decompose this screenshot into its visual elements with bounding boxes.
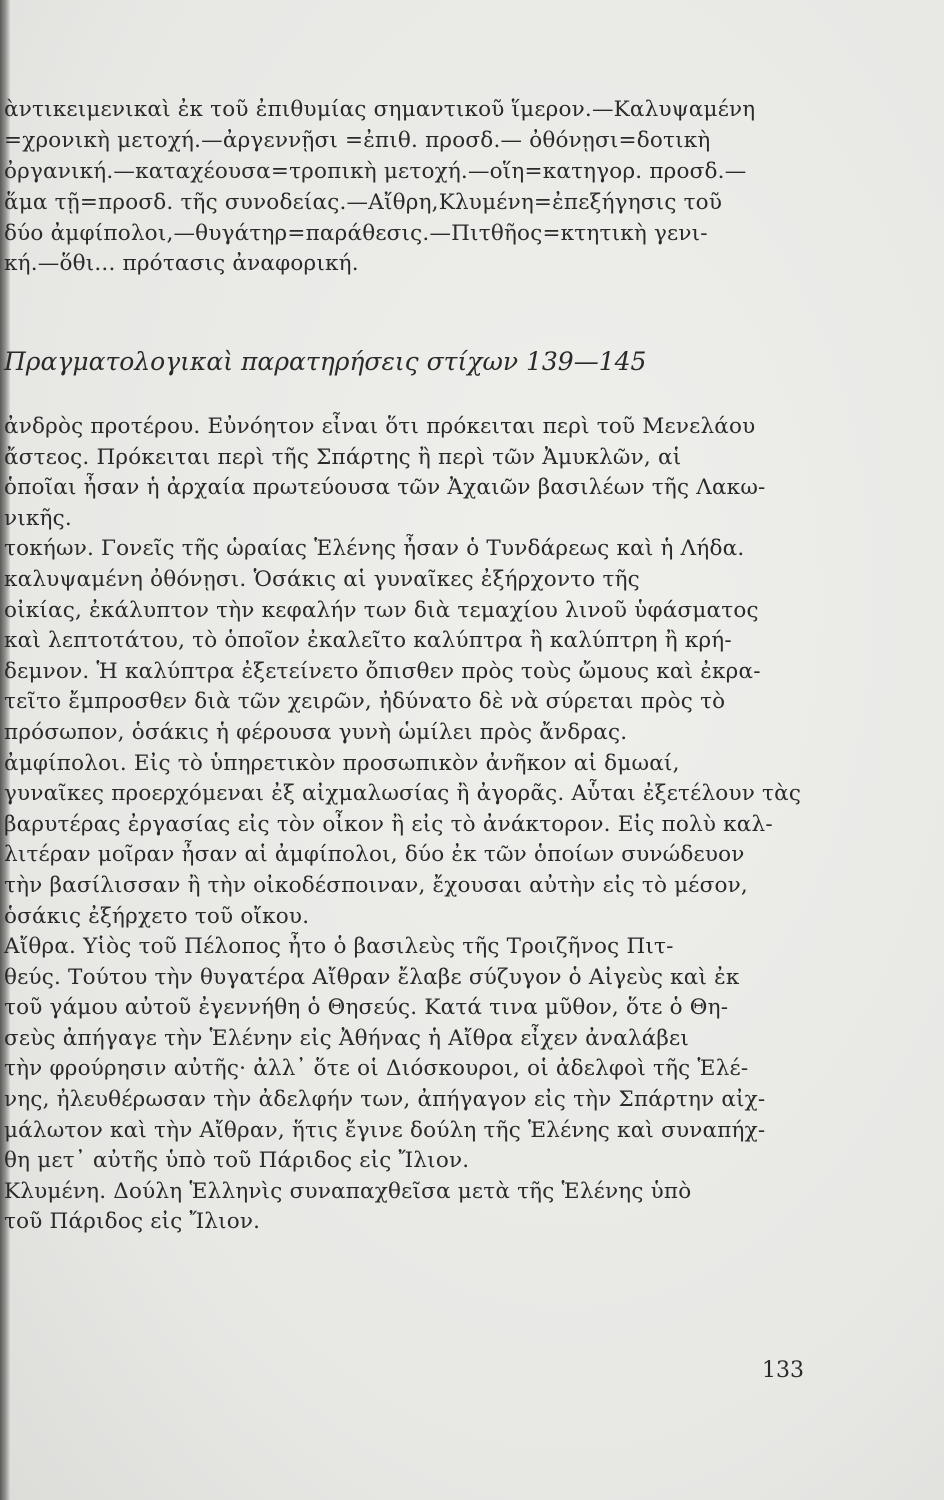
text-line: δύο ἀμφίπολοι,—θυγάτηρ=παράθεσις.—Πιτθῆος=κτητικὴ γενι- [4,220,708,246]
text-line: ὀργανική.—καταχέουσα=τροπικὴ μετοχή.—οἵη=κατηγορ. προσδ.— [4,158,747,184]
grammar-notes [4,95,824,280]
text-line: ἀνδρὸς προτέρου. Εὐνόητον εἶναι ὅτι πρόκειται περὶ τοῦ Μενελάου [4,414,756,439]
text-line: τοῦ γάμου αὐτοῦ ἐγεννήθη ὁ Θησεύς. Κατά τινα μῦθον, ὅτε ὁ Θη- [4,995,729,1021]
text-line: κή.—ὅθι... πρότασις ἀναφορική. [4,251,359,277]
text-line: δεμνον. Ἡ καλύπτρα ἐξετείνετο ὄπισθεν πρὸς τοὺς ὤμους καὶ ἐκρα- [4,658,761,684]
text-line: νης, ἠλευθέρωσαν τὴν ἀδελφήν των, ἀπήγαγον εἰς τὴν Σπάρτην αἰχ- [4,1087,766,1113]
text-line: ἅμα τῇ=προσδ. τῆς συνοδείας.—Αἴθρη,Κλυμένη=ἐπεξήγησις τοῦ [4,189,723,215]
text-line: πρόσωπον, ὁσάκις ἡ φέρουσα γυνὴ ὡμίλει πρὸς ἄνδρας. [4,719,628,745]
commentary-notes [4,412,824,1238]
text-line: νικῆς. [4,505,72,531]
text-line: βαρυτέρας ἐργασίας εἰς τὸν οἶκον ἢ εἰς τὸ ἀνάκτορον. Εἰς πολὺ καλ- [4,811,773,837]
text-line: τὴν βασίλισσαν ἢ τὴν οἰκοδέσποιναν, ἔχουσαι αὐτὴν εἰς τὸ μέσον, [4,872,748,898]
text-line: καὶ λεπτοτάτου, τὸ ὁποῖον ἐκαλεῖτο καλύπτρα ἢ καλύπτρη ἢ κρή- [4,628,732,654]
section-heading: Πραγματολογικαὶ παρατηρήσεις στίχων 139—145 [4,347,647,376]
text-line: λιτέραν μοῖραν ἦσαν αἱ ἀμφίπολοι, δύο ἐκ τῶν ὁποίων συνώδευον [4,842,745,868]
text-line: τοῦ Πάριδος εἰς Ἴλιον. [4,1209,261,1235]
text-line: γυναῖκες προερχόμεναι ἐξ αἰχμαλωσίας ἢ ἀγορᾶς. Αὗται ἐξετέλουν τὰς [4,781,802,807]
text-line: ἀμφίπολοι. Εἰς τὸ ὑπηρετικὸν προσωπικὸν ἀνῆκον αἱ δμωαί, [4,750,680,776]
text-line: ἄστεος. Πρόκειται περὶ τῆς Σπάρτης ἢ περὶ τῶν Ἀμυκλῶν, αἱ [4,444,682,470]
text-line: οἰκίας, ἐκάλυπτον τὴν κεφαλήν των διὰ τεμαχίου λινοῦ ὑφάσματος [4,597,759,623]
text-line: τοκήων. Γονεῖς τῆς ὡραίας Ἑλένης ἦσαν ὁ Τυνδάρεως καὶ ἡ Λήδα. [4,536,745,562]
text-line: σεὺς ἀπήγαγε τὴν Ἑλένην εἰς Ἀθήνας ἡ Αἴθρα εἶχεν ἀναλάβει [4,1025,690,1051]
text-line: ὁποῖαι ἦσαν ἡ ἀρχαία πρωτεύουσα τῶν Ἀχαιῶν βασιλέων τῆς Λακω- [4,475,766,501]
text-line: τὴν φρούρησιν αὐτῆς· ἀλλ᾽ ὅτε οἱ Διόσκουροι, οἱ ἀδελφοὶ τῆς Ἑλέ- [4,1056,749,1082]
text-line: =χρονικὴ μετοχή.—ἀργεννῇσι =ἐπιθ. προσδ.— ὀθόνῃσι=δοτικὴ [4,127,711,153]
text-line: θη μετ᾽ αὐτῆς ὑπὸ τοῦ Πάριδος εἰς Ἴλιον. [4,1148,470,1174]
text-line: μάλωτον καὶ τὴν Αἴθραν, ἥτις ἔγινε δούλη τῆς Ἑλένης καὶ συναπήχ- [4,1117,766,1143]
text-line: Αἴθρα. Υἱὸς τοῦ Πέλοπος ἦτο ὁ βασιλεὺς τῆς Τροιζῆνος Πιτ- [4,934,674,960]
text-line: τεῖτο ἔμπροσθεν διὰ τῶν χειρῶν, ἠδύνατο δὲ νὰ σύρεται πρὸς τὸ [4,689,726,715]
text-line: ὁσάκις ἐξήρχετο τοῦ οἴκου. [4,903,310,929]
text-line: Κλυμένη. Δούλη Ἑλληνὶς συναπαχθεῖσα μετὰ τῆς Ἑλένης ὑπὸ [4,1178,692,1204]
text-line: ὰντικειμενικαὶ ἐκ τοῦ ἐπιθυμίας σημαντικοῦ ἵμερον.—Καλυψαμένη [4,97,756,122]
text-line: καλυψαμένη ὀθόνῃσι. Ὁσάκις αἱ γυναῖκες ἐξήρχοντο τῆς [4,566,640,592]
page-number: 133 [762,1358,804,1383]
text-line: θεύς. Τούτου τὴν θυγατέρα Αἴθραν ἔλαβε σύζυγον ὁ Αἰγεὺς καὶ ἐκ [4,964,740,990]
